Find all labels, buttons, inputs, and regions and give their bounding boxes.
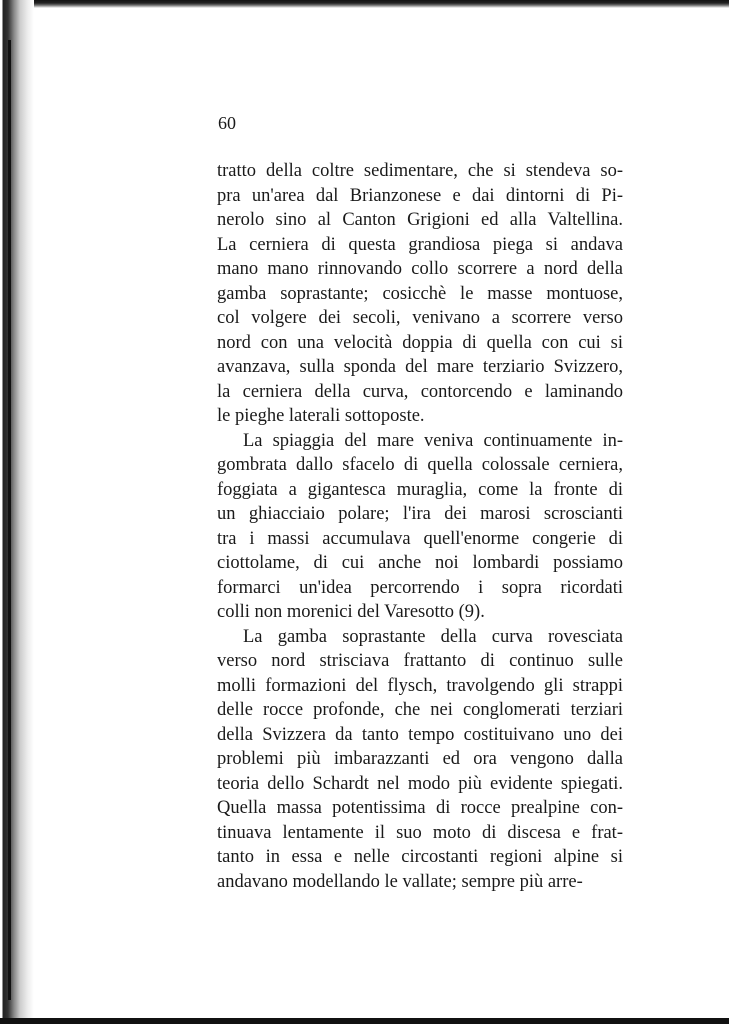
text-line: nord con una velocità doppia di quella con cui si <box>217 332 623 353</box>
text-line: foggiata a gigantesca muraglia, come la fronte di <box>217 479 623 500</box>
text-line: gamba soprastante; cosicchè le masse montuose, <box>217 283 623 304</box>
text-line: un ghiacciaio polare; l'ira dei marosi scroscianti <box>217 504 623 524</box>
scan-bottom-edge <box>0 1018 729 1024</box>
text-line: La cerniera di questa grandiosa piega si andava <box>217 234 623 255</box>
text-line: col volgere dei secoli, venivano a scorrere verso <box>217 308 623 328</box>
text-line: della Svizzera da tanto tempo costituivano uno dei <box>217 724 623 745</box>
text-line: Quella massa potentissima di rocce prealpine con- <box>217 798 623 818</box>
text-line: formarci un'idea percorrendo i sopra ricordati <box>217 577 623 598</box>
text-line: delle rocce profonde, che nei conglomerati terziari <box>217 700 623 720</box>
text-line: tra i massi accumulava quell'enorme congerie di <box>217 528 623 549</box>
scan-left-edge <box>0 0 34 1024</box>
text-line: gombrata dallo sfacelo di quella colossale cerniera, <box>217 455 623 475</box>
text-line: nerolo sino al Canton Grigioni ed alla Valtellina. <box>217 210 623 230</box>
text-line: problemi più imbarazzanti ed ora vengono dalla <box>217 749 623 769</box>
text-line: colli non morenici del Varesotto (9). <box>217 602 485 622</box>
paragraph <box>217 625 623 895</box>
text-line: teoria dello Schardt nel modo più evidente spiegati. <box>217 773 623 794</box>
text-line: andavano modellando le vallate; sempre più arre- <box>217 871 583 892</box>
paragraph <box>217 429 623 625</box>
paragraph <box>217 159 623 429</box>
text-line: tanto in essa e nelle circostanti regioni alpine si <box>217 847 623 867</box>
text-line: tratto della coltre sedimentare, che si stendeva so- <box>217 161 623 181</box>
text-line: verso nord strisciava frattanto di continuo sulle <box>217 651 623 671</box>
text-line: tinuava lentamente il suo moto di discesa e frat- <box>217 822 623 843</box>
page-number: 60 <box>218 113 236 133</box>
text-line: La spiaggia del mare veniva continuamente in- <box>243 430 623 451</box>
text-line: avanzava, sulla sponda del mare terziario Svizzero, <box>217 357 623 377</box>
text-line: La gamba soprastante della curva rovesciata <box>243 626 623 647</box>
body-text <box>217 159 623 894</box>
text-line: pra un'area dal Brianzonese e dai dintorni di Pi- <box>217 185 623 206</box>
text-line: la cerniera della curva, contorcendo e laminando <box>217 381 623 402</box>
text-line: ciottolame, di cui anche noi lombardi possiamo <box>217 553 623 573</box>
text-line: molli formazioni del flysch, travolgendo gli strappi <box>217 675 623 696</box>
scan-left-binding <box>8 40 11 1000</box>
text-line: le pieghe laterali sottoposte. <box>217 406 425 426</box>
scan-top-edge <box>0 0 729 8</box>
text-line: mano mano rinnovando collo scorrere a nord della <box>217 259 623 279</box>
